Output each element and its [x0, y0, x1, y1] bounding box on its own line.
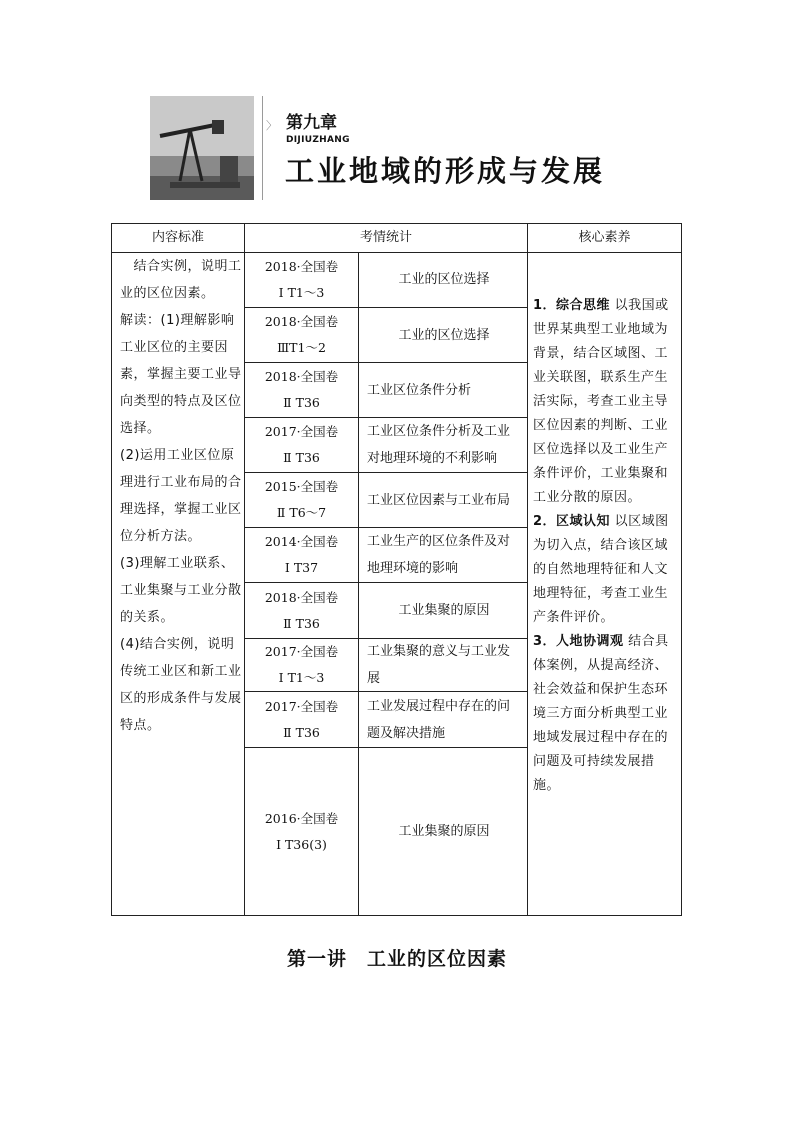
- header-exam-stats: 考情统计: [359, 230, 412, 245]
- exam-topic: 工业集聚的原因: [398, 603, 490, 618]
- exam-source: 2016·全国卷 Ⅰ T36(3): [264, 810, 339, 852]
- exam-topic: 工业发展过程中存在的问题及解决措施: [367, 698, 511, 741]
- exam-topic: 工业的区位选择: [398, 272, 490, 287]
- exam-overview-table: [111, 223, 682, 916]
- exam-source: 2014·全国卷 Ⅰ T37: [264, 534, 339, 575]
- col-divider: [527, 224, 528, 915]
- chevron-right-icon: 〉: [266, 119, 277, 132]
- table-row: [245, 692, 527, 747]
- table-row: [245, 473, 527, 527]
- core-item: 1．综合思维 以我国或世界某典型工业地域为背景，结合区域图、工业关联图，联系生产生活实际，考查工业主导区位因素的判断、工业区位选择以及工业生产条件评价，工业集聚和工业分散的原因。: [533, 298, 669, 505]
- table-row: [245, 583, 527, 638]
- exam-source: 2017·全国卷 Ⅰ T1～3: [264, 644, 339, 685]
- header-content-standard: 内容标准: [151, 230, 204, 245]
- exam-topic: 工业的区位选择: [398, 327, 490, 343]
- exam-source: 2018·全国卷 Ⅱ T36: [264, 369, 339, 410]
- exam-source: 2017·全国卷 Ⅱ T36: [264, 424, 339, 465]
- header-core-literacy: 核心素养: [578, 230, 631, 245]
- oil-pump-photo: [150, 96, 254, 200]
- table-row: [245, 418, 527, 472]
- standard-text: (2)运用工业区位原理进行工业布局的合理选择，掌握工业区位分析方法。: [120, 448, 242, 544]
- core-literacy-cell: [533, 294, 679, 798]
- chapter-number: 第九章: [286, 113, 337, 133]
- section-title: 第一讲 工业的区位因素: [286, 948, 507, 970]
- exam-topic: 工业区位条件分析: [367, 382, 472, 398]
- oil-pump-icon: [150, 96, 254, 200]
- exam-source: 2015·全国卷 Ⅱ T6～7: [264, 479, 339, 520]
- exam-topic: 工业集聚的意义与工业发展: [367, 644, 511, 686]
- exam-topic: 工业集聚的原因: [398, 824, 490, 839]
- chapter-pinyin: DIJIUZHANG: [286, 135, 350, 145]
- table-row: [245, 639, 527, 691]
- exam-topic: 工业区位因素与工业布局: [367, 492, 511, 508]
- table-row: [245, 363, 527, 417]
- table-row: [245, 308, 527, 362]
- standard-text: 结合实例，说明工业的区位因素。: [120, 259, 242, 301]
- table-row: [245, 748, 527, 915]
- chapter-title: 工业地域的形成与发展: [285, 154, 606, 188]
- table-row: [245, 528, 527, 582]
- exam-topic: 工业区位条件分析及工业对地理环境的不利影响: [367, 424, 511, 466]
- standard-text: 解读：(1)理解影响工业区位的主要因素，掌握主要工业导向类型的特点及区位选择。: [120, 313, 242, 436]
- core-item: 3．人地协调观 结合具体案例，从提高经济、社会效益和保护生态环境三方面分析典型工业地域发展过程中存在的问题及可持续发展措施。: [533, 634, 669, 793]
- core-item: 2．区域认知 以区域图为切入点，结合该区域的自然地理特征和人文地理特征，考查工业生产条件评价。: [533, 514, 669, 625]
- exam-source: 2017·全国卷 Ⅱ T36: [264, 698, 339, 740]
- table-row: [245, 252, 527, 307]
- content-standard-cell: [120, 253, 242, 739]
- exam-source: 2018·全国卷 ⅢT1～2: [264, 314, 339, 355]
- exam-source: 2018·全国卷 Ⅰ T1～3: [264, 258, 339, 300]
- exam-topic: 工业生产的区位条件及对地理环境的影响: [367, 534, 511, 576]
- standard-text: (4)结合实例，说明传统工业区和新工业区的形成条件与发展特点。: [120, 637, 242, 733]
- standard-text: (3)理解工业联系、工业集聚与工业分散的关系。: [120, 556, 242, 625]
- exam-source: 2018·全国卷 Ⅱ T36: [264, 589, 339, 631]
- header-divider: [262, 96, 263, 200]
